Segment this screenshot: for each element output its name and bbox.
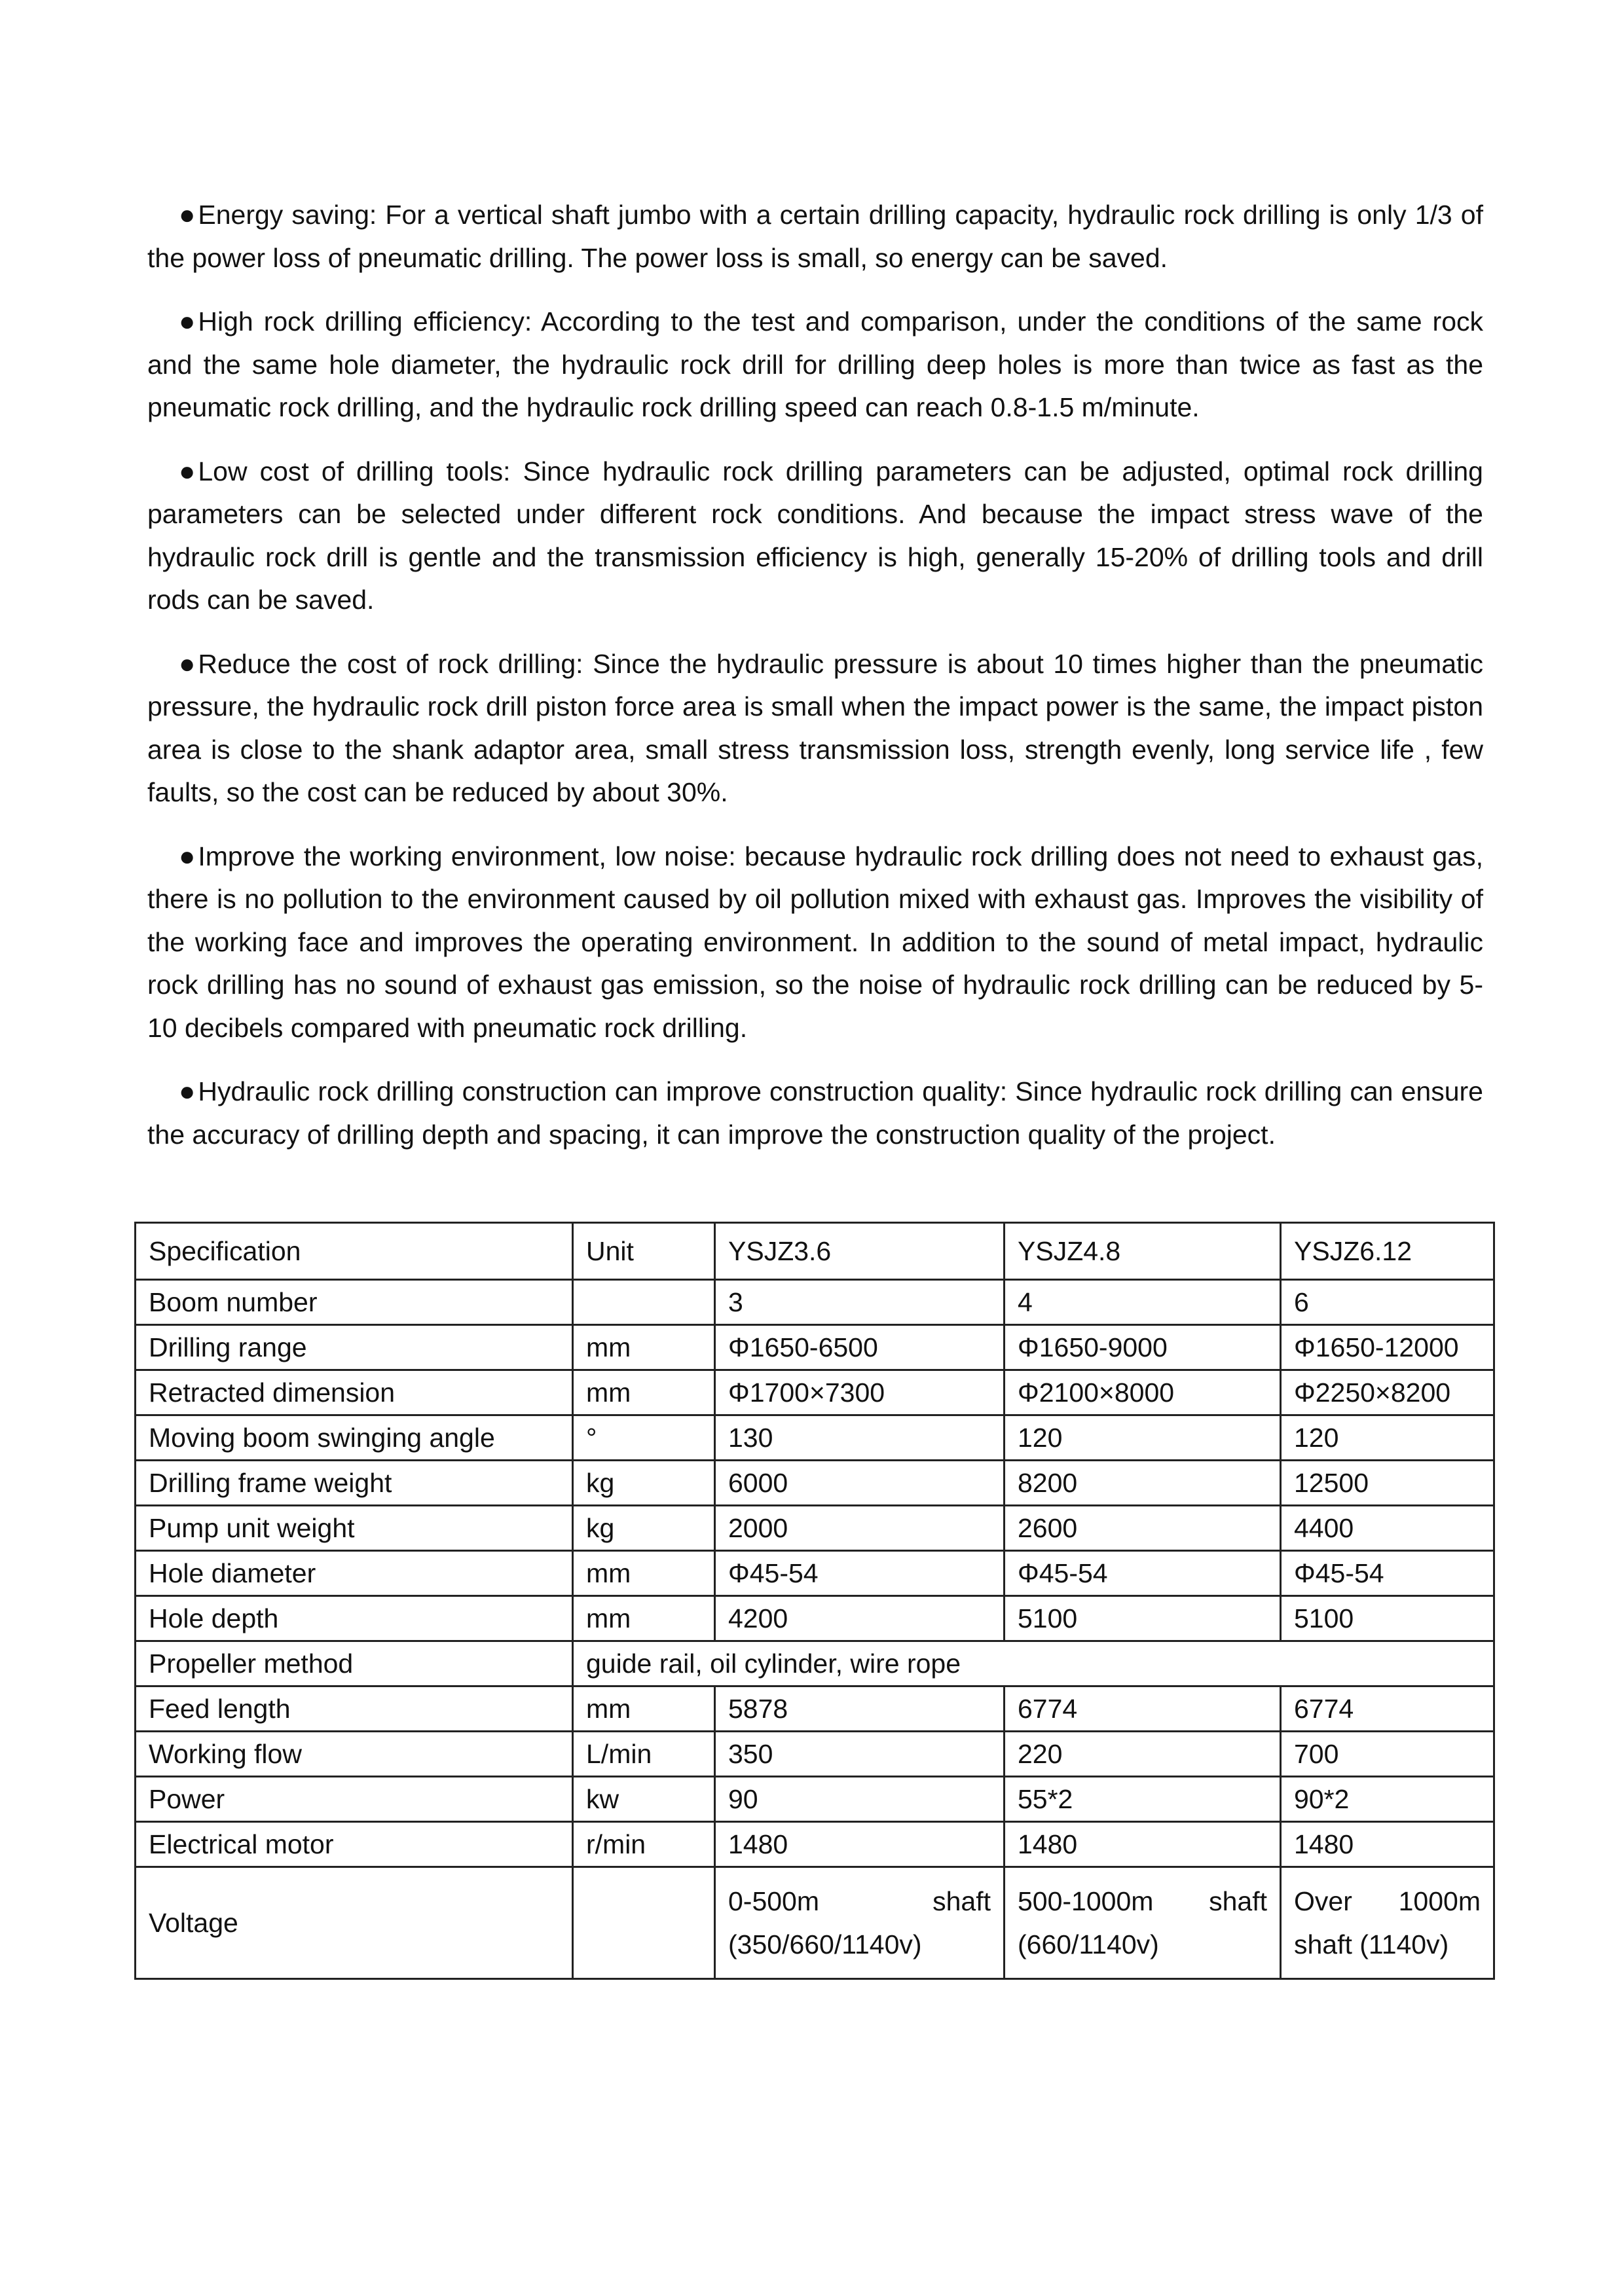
value-cell: 3 bbox=[715, 1280, 1005, 1325]
value-cell: 0-500m shaft (350/660/1140v) bbox=[715, 1867, 1005, 1979]
bullet-icon: ● bbox=[179, 306, 196, 337]
paragraph-tool-cost bbox=[147, 450, 1483, 622]
unit-cell: kw bbox=[573, 1777, 715, 1822]
table-row bbox=[136, 1415, 1494, 1461]
bullet-icon: ● bbox=[179, 840, 196, 871]
table-row bbox=[136, 1280, 1494, 1325]
propeller-value-cell: guide rail, oil cylinder, wire rope bbox=[573, 1641, 1494, 1686]
unit-cell: L/min bbox=[573, 1732, 715, 1777]
spec-cell: Propeller method bbox=[136, 1641, 573, 1686]
value-cell: 700 bbox=[1281, 1732, 1494, 1777]
value-cell: 4 bbox=[1005, 1280, 1281, 1325]
unit-cell: ° bbox=[573, 1415, 715, 1461]
spec-cell: Drilling range bbox=[136, 1325, 573, 1370]
spec-cell: Hole diameter bbox=[136, 1551, 573, 1596]
paragraph-quality bbox=[147, 1070, 1483, 1156]
unit-cell: mm bbox=[573, 1686, 715, 1732]
value-cell: 5100 bbox=[1005, 1596, 1281, 1641]
paragraph-text: Improve the working environment, low noise: because hydraulic rock drilling does not need to exhaust gas, there is no pollution to the environment caused by oil pollution mixed with exhaust gas. Improves the visibility of the working face and improves the operating environment. In addition to the sound of metal impact, hydraulic rock drilling has no sound of exhaust gas emission, so the noise of hydraulic rock drilling can be reduced by 5-10 decibels compared with pneumatic rock drilling. bbox=[147, 841, 1483, 1043]
table-row bbox=[136, 1506, 1494, 1551]
value-cell: 55*2 bbox=[1005, 1777, 1281, 1822]
unit-cell: r/min bbox=[573, 1822, 715, 1867]
value-cell: 2000 bbox=[715, 1506, 1005, 1551]
unit-cell: mm bbox=[573, 1325, 715, 1370]
value-cell: Φ1650-6500 bbox=[715, 1325, 1005, 1370]
header-cell: YSJZ6.12 bbox=[1281, 1223, 1494, 1280]
unit-cell: mm bbox=[573, 1551, 715, 1596]
document-body bbox=[147, 193, 1483, 1176]
value-cell: 5878 bbox=[715, 1686, 1005, 1732]
spec-cell: Retracted dimension bbox=[136, 1370, 573, 1415]
paragraph-text: High rock drilling efficiency: According to the test and comparison, under the conditions of the same rock and the same hole diameter, the hydraulic rock drill for drilling deep holes is more than twice as fast as the pneumatic rock drilling, and the hydraulic rock drilling speed can reach 0.8-1.5 m/minute. bbox=[147, 306, 1483, 422]
value-cell: 6774 bbox=[1281, 1686, 1494, 1732]
value-cell: 120 bbox=[1005, 1415, 1281, 1461]
value-cell: 1480 bbox=[1281, 1822, 1494, 1867]
header-cell: Unit bbox=[573, 1223, 715, 1280]
value-cell: 120 bbox=[1281, 1415, 1494, 1461]
spec-cell: Feed length bbox=[136, 1686, 573, 1732]
value-cell: 6000 bbox=[715, 1461, 1005, 1506]
value-cell: Over 1000m shaft (1140v) bbox=[1281, 1867, 1494, 1979]
unit-cell bbox=[573, 1867, 715, 1979]
unit-cell bbox=[573, 1280, 715, 1325]
unit-cell: mm bbox=[573, 1596, 715, 1641]
bullet-icon: ● bbox=[179, 199, 196, 230]
spec-cell: Drilling frame weight bbox=[136, 1461, 573, 1506]
header-cell: YSJZ4.8 bbox=[1005, 1223, 1281, 1280]
unit-cell: kg bbox=[573, 1461, 715, 1506]
paragraph-text: Low cost of drilling tools: Since hydraulic rock drilling parameters can be adjusted, optimal rock drilling parameters can be selected under different rock conditions. And because the impact stress wave of the hydraulic rock drill is gentle and the transmission efficiency is high, generally 15-20% of drilling tools and drill rods can be saved. bbox=[147, 456, 1483, 615]
value-cell: 130 bbox=[715, 1415, 1005, 1461]
value-cell: 90*2 bbox=[1281, 1777, 1494, 1822]
table-row bbox=[136, 1777, 1494, 1822]
spec-cell: Hole depth bbox=[136, 1596, 573, 1641]
value-cell: 220 bbox=[1005, 1732, 1281, 1777]
spec-cell: Voltage bbox=[136, 1867, 573, 1979]
value-cell: 6774 bbox=[1005, 1686, 1281, 1732]
header-cell: YSJZ3.6 bbox=[715, 1223, 1005, 1280]
table-row bbox=[136, 1551, 1494, 1596]
paragraph-efficiency bbox=[147, 300, 1483, 429]
spec-cell: Working flow bbox=[136, 1732, 573, 1777]
spec-cell: Moving boom swinging angle bbox=[136, 1415, 573, 1461]
value-cell: 4400 bbox=[1281, 1506, 1494, 1551]
table-row bbox=[136, 1596, 1494, 1641]
header-cell: Specification bbox=[136, 1223, 573, 1280]
table-row bbox=[136, 1325, 1494, 1370]
value-cell: 500-1000m shaft (660/1140v) bbox=[1005, 1867, 1281, 1979]
spec-cell: Pump unit weight bbox=[136, 1506, 573, 1551]
value-cell: Φ45-54 bbox=[715, 1551, 1005, 1596]
value-cell: Φ2100×8000 bbox=[1005, 1370, 1281, 1415]
table-row bbox=[136, 1461, 1494, 1506]
value-cell: 2600 bbox=[1005, 1506, 1281, 1551]
value-cell: Φ1700×7300 bbox=[715, 1370, 1005, 1415]
paragraph-energy-saving bbox=[147, 193, 1483, 280]
value-cell: Φ2250×8200 bbox=[1281, 1370, 1494, 1415]
table-row-voltage bbox=[136, 1867, 1494, 1979]
value-cell: Φ45-54 bbox=[1281, 1551, 1494, 1596]
value-cell: 5100 bbox=[1281, 1596, 1494, 1641]
value-cell: 4200 bbox=[715, 1596, 1005, 1641]
paragraph-drilling-cost bbox=[147, 642, 1483, 814]
value-cell: 12500 bbox=[1281, 1461, 1494, 1506]
value-cell: Φ1650-9000 bbox=[1005, 1325, 1281, 1370]
bullet-icon: ● bbox=[179, 455, 196, 486]
paragraph-text: Reduce the cost of rock drilling: Since the hydraulic pressure is about 10 times higher than the pneumatic pressure, the hydraulic rock drill piston force area is small when the impact power is the same, the impact piston area is close to the shank adaptor area, small stress transmission loss, strength evenly, long service life , few faults, so the cost can be reduced by about 30%. bbox=[147, 648, 1483, 807]
paragraph-text: Hydraulic rock drilling construction can improve construction quality: Since hydraulic rock drilling can ensure the accuracy of drilling depth and spacing, it can improve the construction quality of the project. bbox=[147, 1076, 1483, 1150]
bullet-icon: ● bbox=[179, 647, 196, 679]
paragraph-environment bbox=[147, 835, 1483, 1050]
value-cell: Φ1650-12000 bbox=[1281, 1325, 1494, 1370]
unit-cell: mm bbox=[573, 1370, 715, 1415]
bullet-icon: ● bbox=[179, 1076, 196, 1106]
table-header-row bbox=[136, 1223, 1494, 1280]
spec-cell: Power bbox=[136, 1777, 573, 1822]
value-cell: 90 bbox=[715, 1777, 1005, 1822]
table-row bbox=[136, 1822, 1494, 1867]
value-cell: 1480 bbox=[715, 1822, 1005, 1867]
table-row bbox=[136, 1686, 1494, 1732]
spec-cell: Boom number bbox=[136, 1280, 573, 1325]
spec-cell: Electrical motor bbox=[136, 1822, 573, 1867]
unit-cell: kg bbox=[573, 1506, 715, 1551]
table-row bbox=[136, 1370, 1494, 1415]
value-cell: Φ45-54 bbox=[1005, 1551, 1281, 1596]
value-cell: 6 bbox=[1281, 1280, 1494, 1325]
table-row bbox=[136, 1732, 1494, 1777]
value-cell: 8200 bbox=[1005, 1461, 1281, 1506]
value-cell: 1480 bbox=[1005, 1822, 1281, 1867]
paragraph-text: Energy saving: For a vertical shaft jumbo with a certain drilling capacity, hydraulic rock drilling is only 1/3 of the power loss of pneumatic drilling. The power loss is small, so energy can be saved. bbox=[147, 200, 1483, 273]
table-row-propeller bbox=[136, 1641, 1494, 1686]
value-cell: 350 bbox=[715, 1732, 1005, 1777]
specification-table bbox=[134, 1222, 1495, 1980]
